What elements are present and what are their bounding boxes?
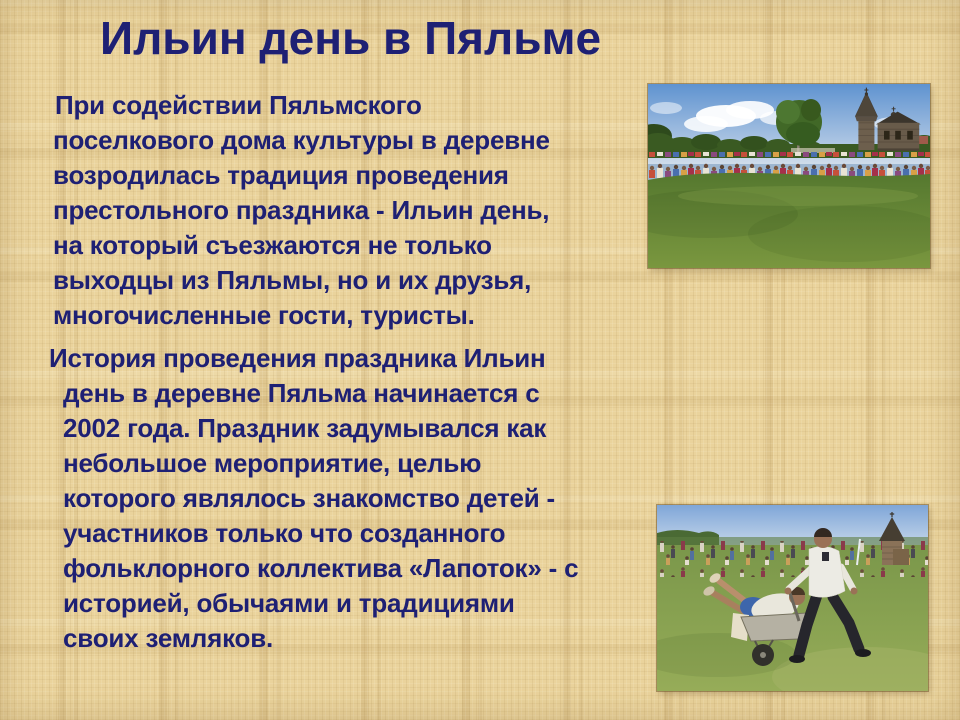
paragraph-2 [40,341,640,656]
text-line: историей, обычаями и традициями [63,588,515,618]
text-line: История проведения праздника Ильин [49,343,546,373]
bottom-photo [657,505,928,691]
text-line: При содействии Пяльмского [55,90,422,120]
paragraph-1 [40,88,640,333]
text-line: своих земляков. [63,623,274,653]
text-line: небольшое мероприятие, целью [63,448,482,478]
bottom-photo-illustration [657,505,928,691]
top-photo-illustration [648,84,930,268]
text-line: многочисленные гости, туристы. [53,300,475,330]
text-line: выходцы из Пяльмы, но и их друзья, [53,265,532,295]
text-line: поселкового дома культуры в деревне [53,125,550,155]
text-line: возродилась традиция проведения [53,160,509,190]
body-text [40,88,640,656]
text-line: день в деревне Пяльма начинается с [63,378,540,408]
meadow [648,173,930,268]
text-line: на который съезжаются не только [53,230,492,260]
text-line: фольклорного коллектива «Лапоток» - с [63,553,579,583]
text-line: участников только что созданного [63,518,506,548]
top-photo [648,84,930,268]
text-line: престольного праздника - Ильин день, [53,195,550,225]
slide-title: Ильин день в Пяльме [100,12,602,64]
text-line: которого являлось знакомство детей - [63,483,556,513]
text-line: 2002 года. Праздник задумывался как [63,413,547,443]
